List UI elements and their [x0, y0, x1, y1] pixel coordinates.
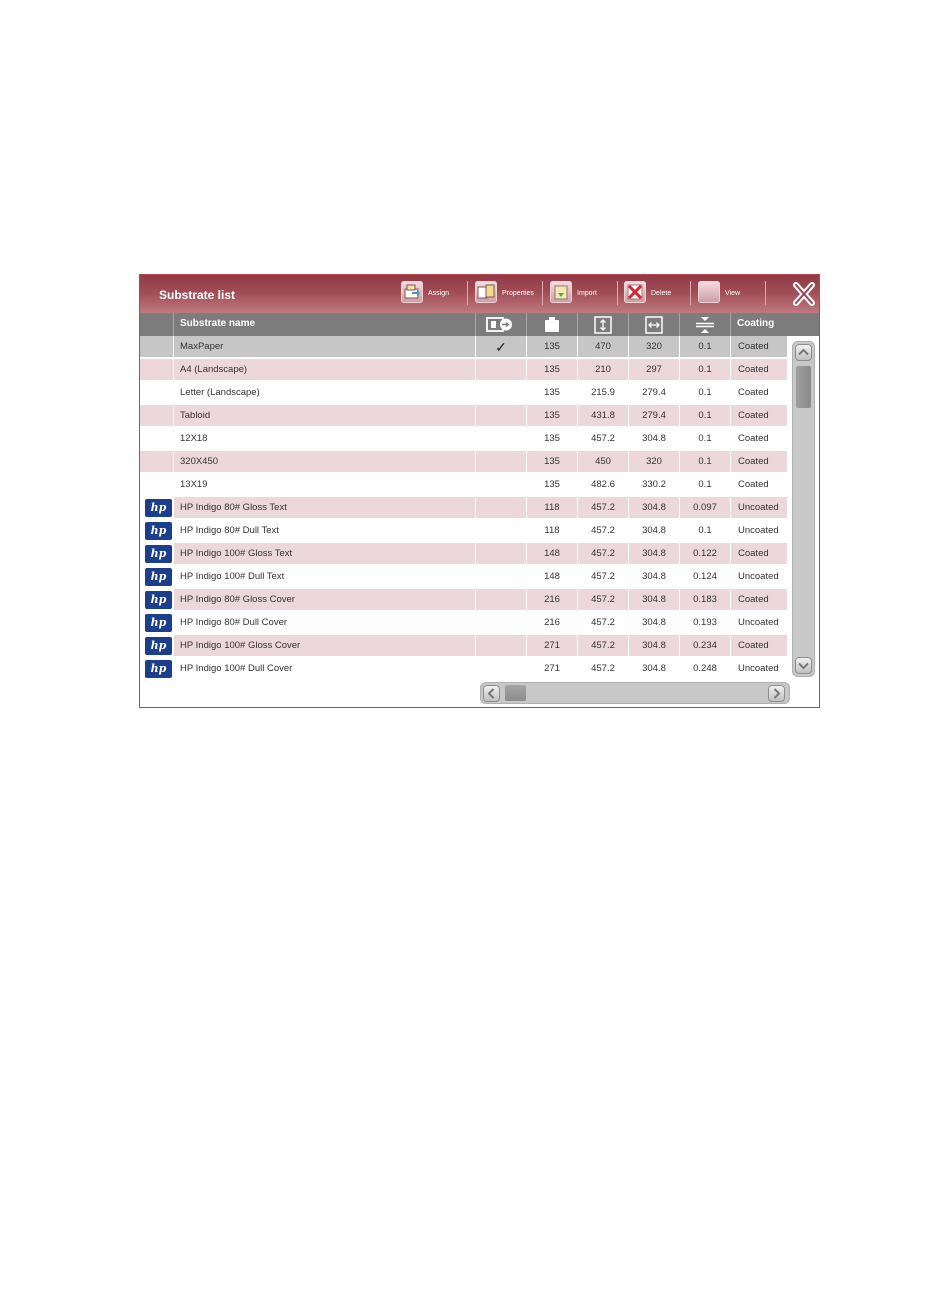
width-cell: 330.2: [629, 474, 680, 496]
weight-cell: 135: [527, 474, 578, 496]
scroll-up-button[interactable]: [795, 344, 812, 361]
substrate-name-cell: A4 (Landscape): [174, 359, 476, 381]
import-label: Import: [577, 290, 597, 297]
width-cell: 304.8: [629, 566, 680, 588]
length-cell: 457.2: [578, 612, 629, 634]
width-cell: 320: [629, 336, 680, 358]
coating-cell: Coated: [731, 635, 788, 657]
width-icon: [645, 316, 663, 334]
row-logo-cell: [140, 359, 174, 381]
assigned-cell: [476, 589, 527, 611]
substrate-list-window: [139, 274, 820, 708]
width-cell: 304.8: [629, 543, 680, 565]
table-row[interactable]: [140, 543, 788, 565]
coating-cell: Coated: [731, 451, 788, 473]
weight-cell: 135: [527, 428, 578, 450]
table-row[interactable]: [140, 382, 788, 404]
substrate-name-cell: HP Indigo 80# Dull Text: [174, 520, 476, 542]
hp-logo-icon: [145, 522, 172, 540]
row-logo-cell: [140, 428, 174, 450]
table-row[interactable]: [140, 566, 788, 588]
assigned-cell: [476, 543, 527, 565]
thickness-cell: 0.193: [680, 612, 731, 634]
table-row[interactable]: [140, 428, 788, 450]
hp-logo-icon: [145, 568, 172, 586]
assigned-cell: [476, 428, 527, 450]
thickness-cell: 0.124: [680, 566, 731, 588]
weight-cell: 148: [527, 543, 578, 565]
assigned-cell: ✓: [476, 336, 527, 358]
substrate-name-cell: HP Indigo 80# Gloss Cover: [174, 589, 476, 611]
length-cell: 457.2: [578, 635, 629, 657]
hp-logo-text: hp: [150, 547, 167, 560]
length-cell: 431.8: [578, 405, 629, 427]
thickness-cell: 0.1: [680, 474, 731, 496]
thickness-cell: 0.1: [680, 428, 731, 450]
scroll-left-button[interactable]: [483, 685, 500, 702]
hp-logo-icon: [145, 545, 172, 563]
length-cell: 457.2: [578, 428, 629, 450]
coating-cell: Uncoated: [731, 566, 788, 588]
substrate-name-cell: Letter (Landscape): [174, 382, 476, 404]
substrate-name-cell: HP Indigo 100# Dull Text: [174, 566, 476, 588]
length-cell: 450: [578, 451, 629, 473]
hp-logo-text: hp: [150, 570, 167, 583]
vertical-scrollbar[interactable]: [792, 341, 815, 677]
assigned-cell: [476, 520, 527, 542]
assigned-cell: [476, 382, 527, 404]
substrate-name-cell: 13X19: [174, 474, 476, 496]
hp-logo-icon: [145, 637, 172, 655]
thickness-cell: 0.097: [680, 497, 731, 519]
weight-cell: 148: [527, 566, 578, 588]
thickness-cell: 0.248: [680, 658, 731, 680]
thickness-icon: [695, 316, 715, 334]
weight-cell: 135: [527, 382, 578, 404]
substrate-name-cell: 12X18: [174, 428, 476, 450]
table-row[interactable]: [140, 451, 788, 473]
hp-logo-text: hp: [150, 616, 167, 629]
scroll-down-button[interactable]: [795, 657, 812, 674]
properties-label: Properties: [502, 290, 534, 297]
weight-cell: 271: [527, 635, 578, 657]
width-cell: 279.4: [629, 382, 680, 404]
hp-logo-text: hp: [150, 662, 167, 675]
table-row[interactable]: [140, 405, 788, 427]
width-cell: 304.8: [629, 612, 680, 634]
thickness-cell: 0.1: [680, 359, 731, 381]
row-logo-cell: [140, 566, 174, 588]
assign-label: Assign: [428, 290, 450, 297]
substrate-name-cell: 320X450: [174, 451, 476, 473]
coating-cell: Uncoated: [731, 658, 788, 680]
delete-label: Delete: [651, 290, 672, 297]
toolbar-divider: [690, 281, 691, 305]
row-logo-cell: [140, 520, 174, 542]
assigned-cell: [476, 497, 527, 519]
weight-icon: [544, 316, 560, 333]
window-title: Substrate list: [159, 288, 236, 302]
width-cell: 304.8: [629, 635, 680, 657]
thickness-cell: 0.183: [680, 589, 731, 611]
row-logo-cell: [140, 635, 174, 657]
width-cell: 297: [629, 359, 680, 381]
length-cell: 457.2: [578, 589, 629, 611]
row-logo-cell: [140, 336, 174, 358]
table-header: [140, 313, 819, 336]
row-logo-cell: [140, 382, 174, 404]
coating-cell: Uncoated: [731, 497, 788, 519]
hp-logo-icon: [145, 499, 172, 517]
row-logo-cell: [140, 543, 174, 565]
coating-cell: Coated: [731, 428, 788, 450]
toolbar-divider: [542, 281, 543, 305]
table-row[interactable]: [140, 359, 788, 381]
coating-cell: Coated: [731, 359, 788, 381]
thickness-cell: 0.1: [680, 336, 731, 358]
table-row[interactable]: [140, 612, 788, 634]
hp-logo-text: hp: [150, 501, 167, 514]
header-logo-column: [140, 313, 174, 336]
weight-cell: 271: [527, 658, 578, 680]
length-cell: 482.6: [578, 474, 629, 496]
coating-cell: Uncoated: [731, 612, 788, 634]
row-logo-cell: [140, 589, 174, 611]
substrate-name-cell: MaxPaper: [174, 336, 476, 358]
thickness-cell: 0.1: [680, 382, 731, 404]
thickness-cell: 0.1: [680, 405, 731, 427]
width-cell: 304.8: [629, 497, 680, 519]
thickness-cell: 0.122: [680, 543, 731, 565]
substrate-name-cell: HP Indigo 100# Dull Cover: [174, 658, 476, 680]
chevron-right-icon: [768, 685, 785, 702]
table-row[interactable]: [140, 336, 788, 358]
hp-logo-text: hp: [150, 639, 167, 652]
header-length[interactable]: [578, 313, 629, 336]
coating-cell: Coated: [731, 405, 788, 427]
weight-cell: 118: [527, 497, 578, 519]
substrate-name-cell: HP Indigo 80# Gloss Text: [174, 497, 476, 519]
assigned-cell: [476, 474, 527, 496]
header-coating-label: Coating: [737, 318, 775, 329]
chevron-down-icon: [795, 657, 812, 674]
close-icon[interactable]: [791, 280, 817, 308]
row-logo-cell: [140, 474, 174, 496]
hp-logo-icon: [145, 660, 172, 678]
assigned-cell: [476, 658, 527, 680]
length-cell: 470: [578, 336, 629, 358]
length-icon: [594, 316, 612, 334]
length-cell: 457.2: [578, 658, 629, 680]
length-cell: 457.2: [578, 497, 629, 519]
header-assigned[interactable]: [476, 313, 527, 336]
table-row[interactable]: [140, 520, 788, 542]
hp-logo-text: hp: [150, 593, 167, 606]
weight-cell: 135: [527, 451, 578, 473]
assigned-cell: [476, 612, 527, 634]
table-row[interactable]: [140, 635, 788, 657]
table-row[interactable]: [140, 474, 788, 496]
width-cell: 304.8: [629, 428, 680, 450]
toolbar-divider: [467, 281, 468, 305]
header-weight[interactable]: [527, 313, 578, 336]
weight-cell: 216: [527, 612, 578, 634]
assigned-cell: [476, 566, 527, 588]
row-logo-cell: [140, 612, 174, 634]
coating-cell: Coated: [731, 336, 788, 358]
length-cell: 210: [578, 359, 629, 381]
header-width[interactable]: [629, 313, 680, 336]
header-substrate-name-label: Substrate name: [180, 318, 256, 329]
table-row[interactable]: [140, 589, 788, 611]
table-row[interactable]: [140, 497, 788, 519]
view-label: View: [725, 290, 741, 297]
chevron-left-icon: [483, 685, 500, 702]
properties-icon: [475, 281, 497, 303]
width-cell: 304.8: [629, 658, 680, 680]
assigned-cell: [476, 405, 527, 427]
import-icon: [550, 281, 572, 303]
thickness-cell: 0.1: [680, 520, 731, 542]
title-bar: [140, 275, 819, 313]
hp-logo-icon: [145, 614, 172, 632]
view-icon: [698, 281, 720, 303]
weight-cell: 216: [527, 589, 578, 611]
substrate-name-cell: Tabloid: [174, 405, 476, 427]
weight-cell: 135: [527, 359, 578, 381]
toolbar-divider: [617, 281, 618, 305]
header-thickness[interactable]: [680, 313, 731, 336]
assigned-cell: [476, 359, 527, 381]
length-cell: 457.2: [578, 566, 629, 588]
width-cell: 304.8: [629, 589, 680, 611]
header-substrate-name[interactable]: [174, 313, 476, 336]
coating-cell: Coated: [731, 589, 788, 611]
hp-logo-icon: [145, 591, 172, 609]
row-logo-cell: [140, 658, 174, 680]
substrate-name-cell: HP Indigo 80# Dull Cover: [174, 612, 476, 634]
toolbar-divider: [765, 281, 766, 305]
table-row[interactable]: [140, 658, 788, 680]
row-logo-cell: [140, 405, 174, 427]
assigned-cell: [476, 451, 527, 473]
coating-cell: Coated: [731, 543, 788, 565]
thickness-cell: 0.1: [680, 451, 731, 473]
header-coating[interactable]: [731, 313, 819, 336]
length-cell: 457.2: [578, 520, 629, 542]
thickness-cell: 0.234: [680, 635, 731, 657]
weight-cell: 118: [527, 520, 578, 542]
weight-cell: 135: [527, 336, 578, 358]
length-cell: 457.2: [578, 543, 629, 565]
substrate-table-body: [140, 336, 788, 681]
scroll-right-button[interactable]: [768, 685, 785, 702]
hp-logo-text: hp: [150, 524, 167, 537]
delete-icon: [624, 281, 646, 303]
row-logo-cell: [140, 497, 174, 519]
length-cell: 215.9: [578, 382, 629, 404]
assigned-cell: [476, 635, 527, 657]
width-cell: 320: [629, 451, 680, 473]
assign-icon: [401, 281, 423, 303]
coating-cell: Coated: [731, 474, 788, 496]
substrate-transfer-icon: [486, 316, 514, 333]
width-cell: 304.8: [629, 520, 680, 542]
width-cell: 279.4: [629, 405, 680, 427]
weight-cell: 135: [527, 405, 578, 427]
horizontal-scroll-thumb[interactable]: [505, 685, 526, 701]
coating-cell: Coated: [731, 382, 788, 404]
coating-cell: Uncoated: [731, 520, 788, 542]
substrate-name-cell: HP Indigo 100# Gloss Text: [174, 543, 476, 565]
vertical-scroll-thumb[interactable]: [796, 366, 811, 408]
substrate-name-cell: HP Indigo 100# Gloss Cover: [174, 635, 476, 657]
row-logo-cell: [140, 451, 174, 473]
chevron-up-icon: [795, 344, 812, 361]
horizontal-scrollbar[interactable]: [480, 682, 790, 704]
